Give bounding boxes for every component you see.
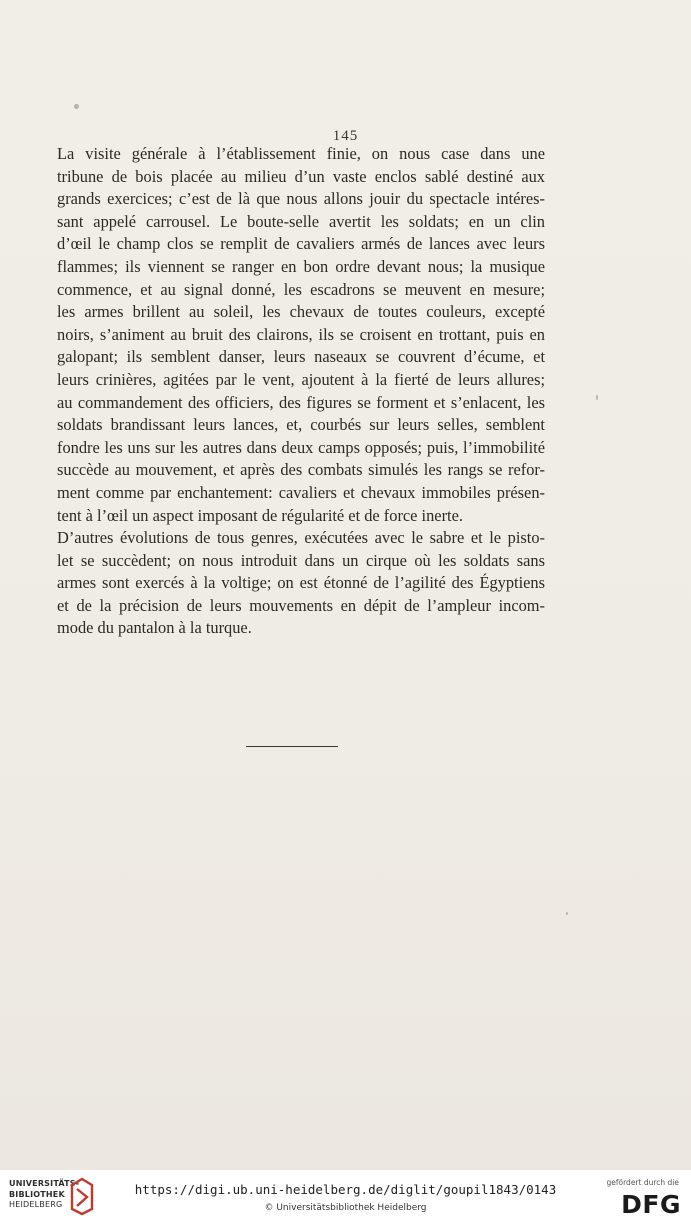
dfg-caption: gefördert durch die	[606, 1178, 679, 1187]
body-text	[57, 143, 545, 640]
paper-speck	[566, 912, 568, 915]
library-name-line: HEIDELBERG	[9, 1200, 63, 1209]
text-line: ment comme par enchantement: cavaliers et chevaux immobiles présen-	[57, 482, 545, 502]
dfg-logo[interactable]: DFG	[621, 1190, 681, 1219]
page-number: 145	[332, 128, 359, 144]
text-line: tribune de bois placée au milieu d’un vaste enclos sablé destiné aux	[57, 166, 545, 186]
text-line: mode du pantalon à la turque.	[57, 618, 252, 638]
text-line: galopant; ils semblent danser, leurs naseaux se couvrent d’écume, et	[57, 347, 545, 367]
text-line: armes sont exercés à la voltige; on est étonné de l’agilité des Égyptiens	[57, 573, 545, 593]
text-line: La visite générale à l’établissement finie, on nous case dans une	[57, 144, 545, 163]
text-line: fondre les uns sur les autres dans deux camps opposés; puis, l’immobilité	[57, 437, 545, 457]
text-line: D’autres évolutions de tous genres, exécutées avec le sabre et le pisto-	[57, 528, 545, 548]
text-line: sant appelé carrousel. Le boute-selle avertit les soldats; en un clin	[57, 211, 545, 231]
library-name-line: BIBLIOTHEK	[9, 1189, 65, 1199]
text-line: au commandement des officiers, des figures se forment et s’enlacent, les	[57, 392, 545, 412]
text-line: leurs crinières, agitées par le vent, ajoutent à la fierté de leurs allures;	[57, 369, 545, 389]
text-line: grands exercices; c’est de là que nous allons jouir du spectacle intéres-	[57, 189, 545, 209]
copyright-notice: © Universitätsbibliothek Heidelberg	[264, 1203, 427, 1213]
end-rule	[246, 746, 338, 747]
text-line: noirs, s’animent au bruit des clairons, ils se croisent en trottant, puis en	[57, 324, 545, 344]
text-line: et de la précision de leurs mouvements en dépit de l’ampleur incom-	[57, 595, 545, 615]
paper-speck	[74, 104, 79, 109]
viewer-footer	[0, 1170, 691, 1221]
text-line: soldats brandissant leurs lances, et, courbés sur leurs selles, semblent	[57, 415, 545, 435]
text-line: les armes brillent au soleil, les chevaux de toutes couleurs, excepté	[57, 302, 545, 322]
text-line: d’œil le champ clos se remplit de cavaliers armés de lances avec leurs	[57, 234, 545, 254]
permalink-url[interactable]: https://digi.ub.uni-heidelberg.de/diglit/goupil1843/0143	[134, 1182, 557, 1197]
text-line: commence, et au signal donné, les escadrons se meuvent en mesure;	[57, 279, 545, 299]
text-line: tent à l’œil un aspect imposant de régularité et de force inerte.	[57, 505, 463, 525]
text-line: let se succèdent; on nous introduit dans un cirque où les soldats sans	[57, 550, 545, 570]
text-line: succède au mouvement, et après des combats simulés les rangs se refor-	[57, 460, 545, 480]
text-line: flammes; ils viennent se ranger en bon ordre devant nous; la musique	[57, 256, 545, 276]
paper-speck	[596, 395, 598, 400]
library-name-line: UNIVERSITÄTS-	[9, 1179, 80, 1188]
